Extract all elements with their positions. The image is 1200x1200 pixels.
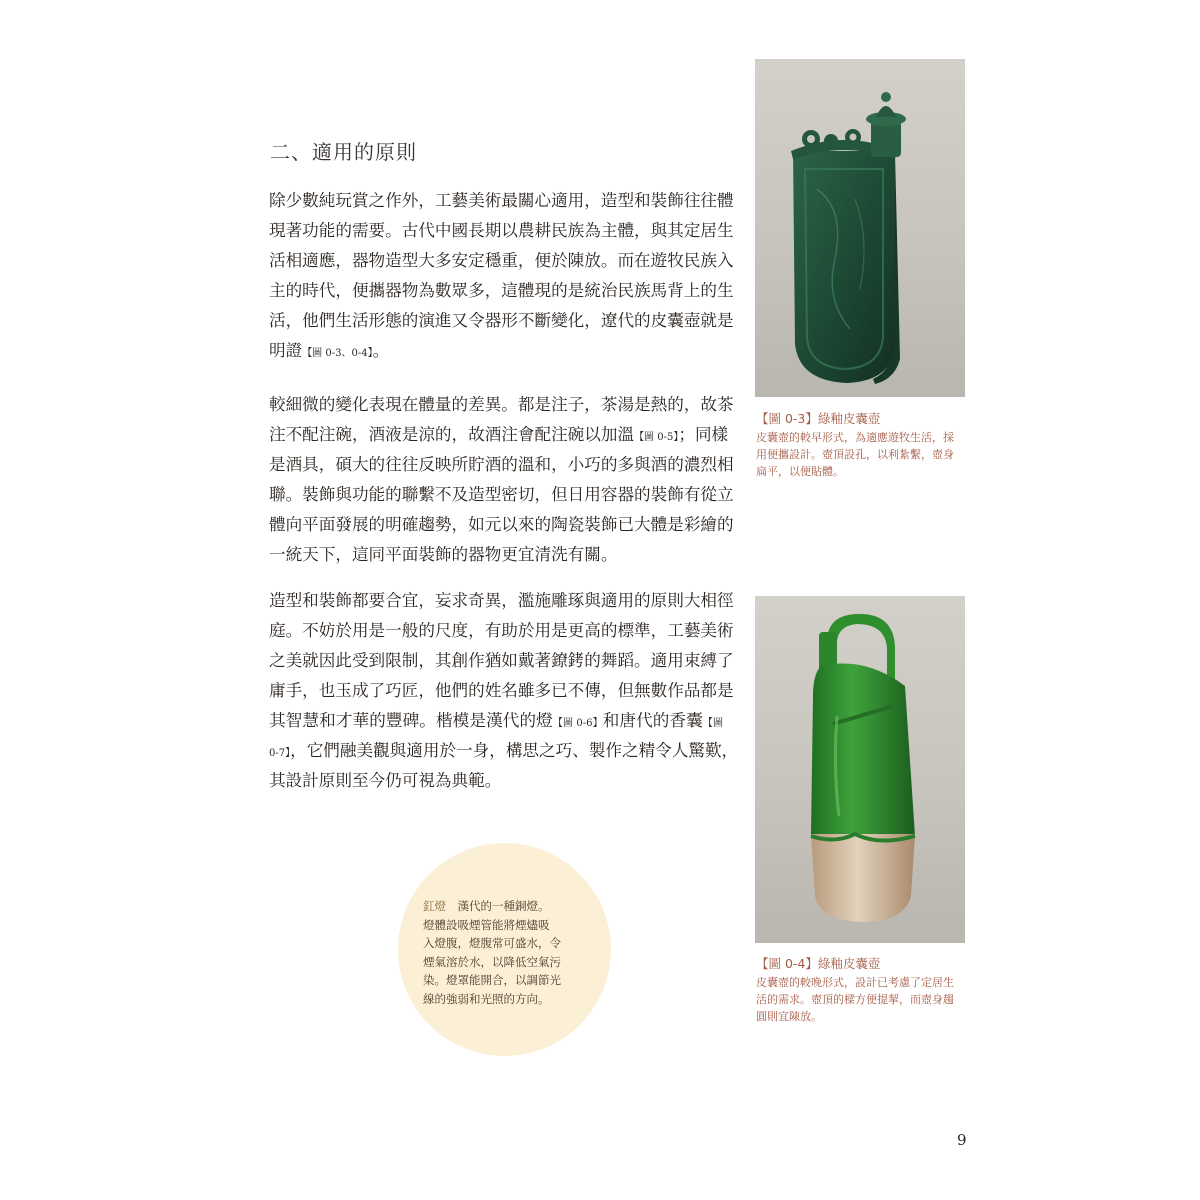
paragraph-1-line: 活相適應，器物造型大多安定穩重，便於陳放。而在遊牧民族入 (269, 251, 734, 270)
paragraph-2-line (269, 420, 729, 450)
note-definition-start: 漢代的一種銅燈。 (446, 899, 550, 913)
figure-reference: 【圖 (702, 718, 724, 729)
paragraph-2 (269, 390, 734, 570)
paragraph-3-line-5-mid: 和唐代的香囊 (602, 711, 703, 730)
paragraph-3-line (269, 736, 739, 766)
figure-0-4-title: 【圖 0-4】綠釉皮囊壺 (756, 956, 881, 971)
paragraph-1-line: 活，他們生活形態的演進又令器形不斷變化，遼代的皮囊壺就是 (269, 311, 734, 330)
figure-reference: 【圖 0-6】 (552, 718, 603, 729)
paragraph-3-line: 之美就因此受到限制，其創作猶如戴著鐐銬的舞蹈。適用束縛了 (269, 651, 734, 670)
paragraph-1-line: 除少數純玩賞之作外，工藝美術最關心適用，造型和裝飾往往體 (269, 191, 734, 210)
caption-line: 皮囊壺的較早形式，為適應遊牧生活，採 (756, 431, 954, 444)
paragraph-3-line-6-post: ，它們融美觀與適用於一身，構思之巧、製作之精令人驚歎， (290, 741, 739, 760)
paragraph-2-line: 體向平面發展的明確趨勢，如元以來的陶瓷裝飾已大體是彩繪的 (269, 515, 734, 534)
paragraph-3-line (269, 706, 723, 736)
note-line: 染。燈罩能開合，以調節光 (423, 973, 561, 987)
tall-ewer-image (755, 596, 965, 943)
figure-0-3-caption (756, 410, 968, 480)
figure-reference: 【圖 0-5】 (634, 432, 679, 443)
paragraph-1 (269, 186, 734, 366)
paragraph-1-last-text: 明證 (269, 341, 303, 360)
paragraph-2-line-2-pre: 注不配注碗，酒液是涼的，故酒注會配注碗以加溫 (269, 425, 635, 444)
paragraph-1-line: 主的時代，便攜器物為數眾多，這體現的是統治民族馬背上的生 (269, 281, 734, 300)
paragraph-2-line-2-post: ；同樣 (678, 425, 729, 444)
note-line: 入燈腹，燈腹常可盛水，令 (423, 936, 561, 950)
note-line (423, 897, 581, 916)
paragraph-2-line: 一統天下，這同平面裝飾的器物更宜清洗有關。 (269, 545, 618, 564)
caption-line: 圓則宜陳放。 (756, 1010, 822, 1023)
figure-reference: 0-7】 (269, 748, 291, 759)
paragraph-3-line-5-pre: 其智慧和才華的豐碑。楷模是漢代的燈 (269, 711, 553, 730)
paragraph-1-end: 。 (372, 341, 390, 360)
figure-reference: 【圖 0-3、0-4】 (302, 348, 373, 359)
figure-0-3-title: 【圖 0-3】綠釉皮囊壺 (756, 411, 881, 426)
paragraph-3-line: 其設計原則至今仍可視為典範。 (269, 771, 502, 790)
figure-0-4-caption (756, 955, 968, 1025)
paragraph-3-line: 庭。不妨於用是一般的尺度，有助於用是更高的標準，工藝美術 (269, 621, 734, 640)
paragraph-3 (269, 586, 739, 796)
caption-line: 用便攜設計。壺頂設孔，以利紮繫，壺身 (756, 448, 954, 461)
note-line: 燈體設吸煙管能將煙燼吸 (423, 917, 550, 932)
paragraph-1-line: 現著功能的需要。古代中國長期以農耕民族為主體，與其定居生 (269, 221, 734, 240)
note-term: 釭燈 (423, 899, 446, 913)
caption-line: 皮囊壺的較晚形式，設計已考慮了定居生 (756, 976, 954, 989)
paragraph-3-line: 庸手，也玉成了巧匠，他們的姓名雖多已不傳，但無數作品都是 (269, 681, 734, 700)
note-line: 煙氣溶於水，以降低空氣污 (423, 954, 561, 969)
paragraph-2-line: 較細微的變化表現在體量的差異。都是注子，茶湯是熱的，故茶 (269, 395, 734, 414)
flat-ewer-image (755, 59, 965, 397)
figure-0-4-photo (755, 596, 965, 943)
paragraph-2-line: 聯。裝飾與功能的聯繫不及造型密切，但日用容器的裝飾有從立 (269, 485, 734, 504)
figure-0-3-photo (755, 59, 965, 397)
note-line: 線的強弱和光照的方向。 (423, 991, 550, 1006)
paragraph-1-line (269, 336, 723, 366)
paragraph-3-line: 造型和裝飾都要合宜，妄求奇異，濫施雕琢與適用的原則大相徑 (269, 591, 734, 610)
caption-line: 扁平，以便貼體。 (756, 465, 844, 478)
page-number: 9 (957, 1131, 967, 1149)
sidebar-note (423, 897, 581, 1008)
caption-line: 活的需求。壺頂的樑方便提挈，而壺身趨 (756, 993, 954, 1006)
paragraph-2-line: 是酒具，碩大的往往反映所貯酒的溫和，小巧的多與酒的濃烈相 (269, 455, 734, 474)
section-title: 二、適用的原則 (270, 140, 417, 164)
